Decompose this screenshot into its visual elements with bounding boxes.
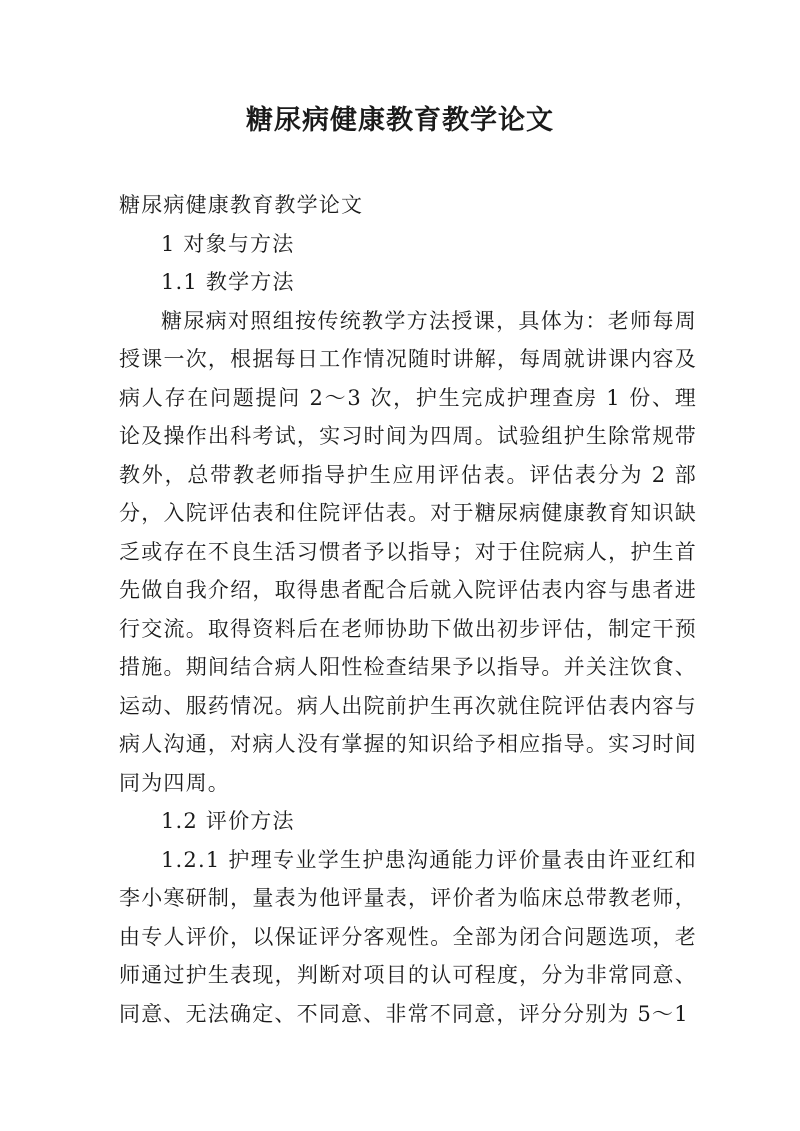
paragraph-evaluation-method: 1.2.1 护理专业学生护患沟通能力评价量表由许亚红和李小寒研制，量表为他评量表，评价者为临床总带教老师，由专人评价，以保证评分客观性。全部为闭合问题选项，老师通过护生表现，判断对项目的认可程度，分为非常同意、同意、无法确定、不同意、非常不同意，评分分别为 5～1: [119, 847, 697, 1026]
section-heading-1-2: 1.2 评价方法: [161, 809, 295, 833]
section-heading-1: 1 对象与方法: [161, 231, 295, 256]
section-heading-1-1: 1.1 教学方法: [161, 270, 295, 294]
paragraph-subtitle: 糖尿病健康教育教学论文: [119, 193, 364, 217]
document-title: 糖尿病健康教育教学论文: [246, 105, 554, 136]
document-body: [119, 186, 697, 1033]
paragraph-teaching-method: 糖尿病对照组按传统教学方法授课，具体为：老师每周授课一次，根据每日工作情况随时讲解，每周就讲课内容及病人存在问题提问 2～3 次，护生完成护理查房 1 份、理论及操作出科考试，实习时间为四周。试验组护生除常规带教外，总带教老师指导护生应用评估表。评估表分为 2 部分，入院评估表和住院评估表。对于糖尿病健康教育知识缺乏或存在不良生活习惯者予以指导；对于住院病人，护生首先做自我介绍，取得患者配合后就入院评估表内容与患者进行交流。取得资料后在老师协助下做出初步评估，制定干预措施。期间结合病人阳性检查结果予以指导。并关注饮食、运动、服药情况。病人出院前护生再次就住院评估表内容与病人沟通，对病人没有掌握的知识给予相应指导。实习时间同为四周。: [119, 308, 697, 795]
